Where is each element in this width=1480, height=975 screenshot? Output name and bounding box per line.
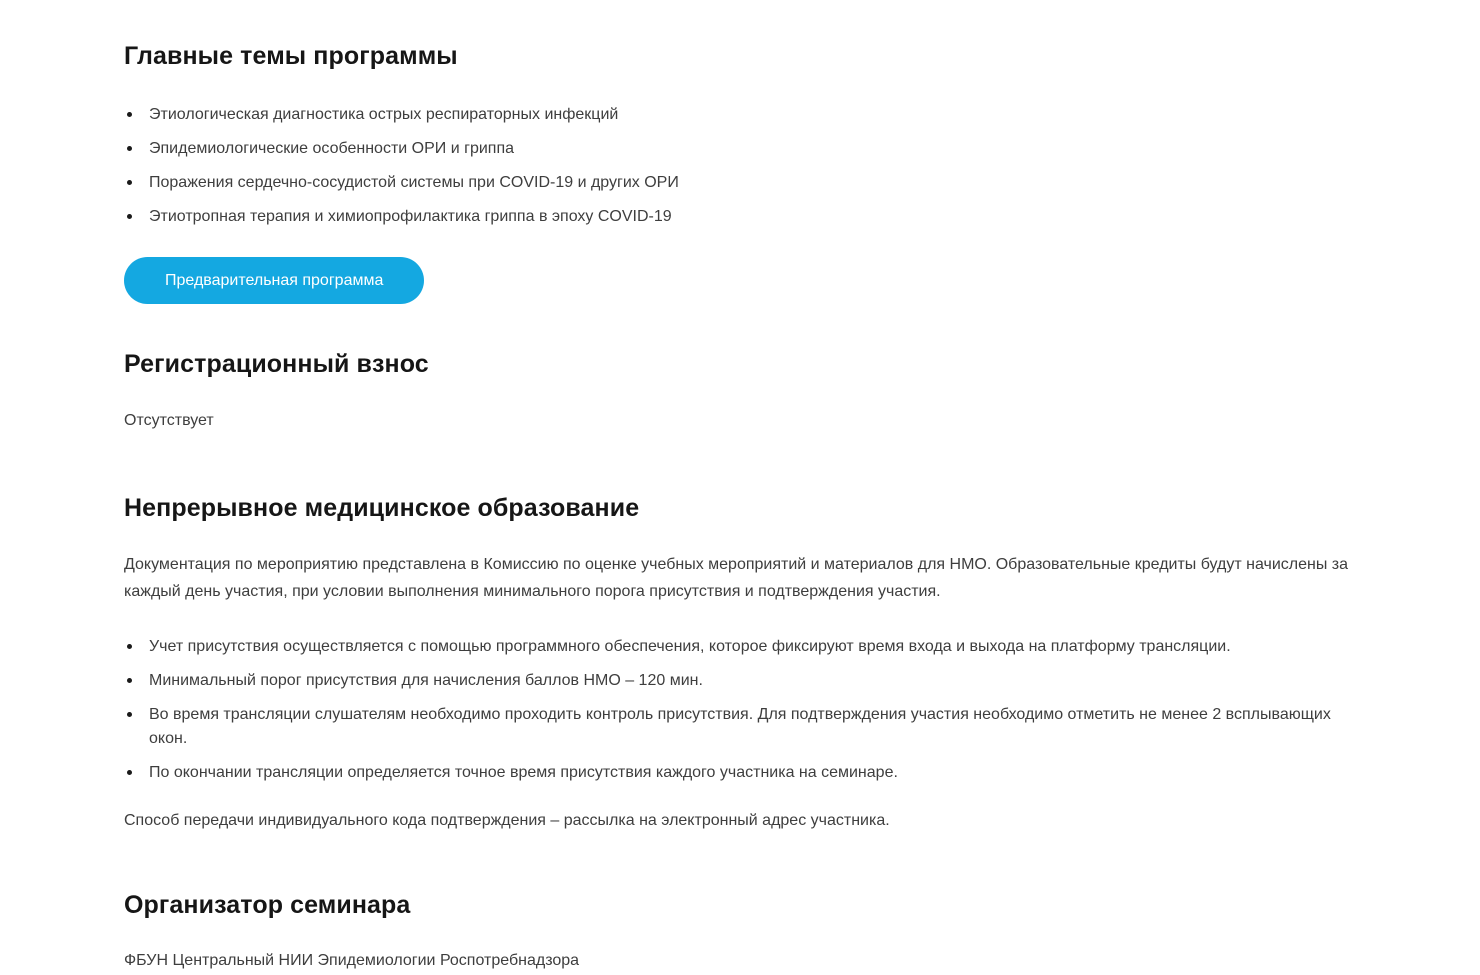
list-item: Эпидемиологические особенности ОРИ и гриппа bbox=[124, 137, 1356, 161]
organizer-heading: Организатор семинара bbox=[124, 890, 411, 919]
list-item: Во время трансляции слушателям необходимо проходить контроль присутствия. Для подтверждения участия необходимо отметить не менее 2 всплывающих окон. bbox=[124, 703, 1356, 751]
cme-intro-paragraph: Документация по мероприятию представлена в Комиссию по оценке учебных мероприятий и материалов для НМО. Образовательные кредиты будут начислены за каждый день участия, при условии выполнения минимального порога присутствия и подтверждения участия. bbox=[124, 556, 1349, 601]
cme-outro-paragraph: Способ передачи индивидуального кода подтверждения – рассылка на электронный адрес участника. bbox=[124, 812, 890, 830]
list-item: Этиологическая диагностика острых респираторных инфекций bbox=[124, 103, 1356, 127]
section-continuing-medical-education bbox=[124, 494, 1356, 834]
list-item: Поражения сердечно-сосудистой системы при COVID-19 и других ОРИ bbox=[124, 171, 1356, 195]
main-topics-list bbox=[124, 103, 1356, 229]
list-item: Минимальный порог присутствия для начисления баллов НМО – 120 мин. bbox=[124, 669, 1356, 693]
registration-fee-heading: Регистрационный взнос bbox=[124, 350, 429, 379]
main-topics-heading: Главные темы программы bbox=[124, 42, 458, 70]
cme-heading: Непрерывное медицинское образование bbox=[124, 494, 640, 523]
list-item: Учет присутствия осуществляется с помощью программного обеспечения, которое фиксируют время входа и выхода на платформу трансляции. bbox=[124, 635, 1356, 659]
section-registration-fee bbox=[124, 350, 1356, 434]
list-item: По окончании трансляции определяется точное время присутствия каждого участника на семинаре. bbox=[124, 761, 1356, 785]
section-organizer bbox=[124, 891, 1356, 975]
preliminary-program-button[interactable]: Предварительная программа bbox=[124, 257, 424, 305]
registration-fee-value: Отсутствует bbox=[124, 412, 214, 430]
list-item: Этиотропная терапия и химиопрофилактика гриппа в эпоху COVID-19 bbox=[124, 205, 1356, 229]
section-main-topics bbox=[124, 42, 1356, 304]
cme-rules-list bbox=[124, 635, 1356, 785]
organizer-value: ФБУН Центральный НИИ Эпидемиологии Роспотребнадзора bbox=[124, 952, 580, 970]
